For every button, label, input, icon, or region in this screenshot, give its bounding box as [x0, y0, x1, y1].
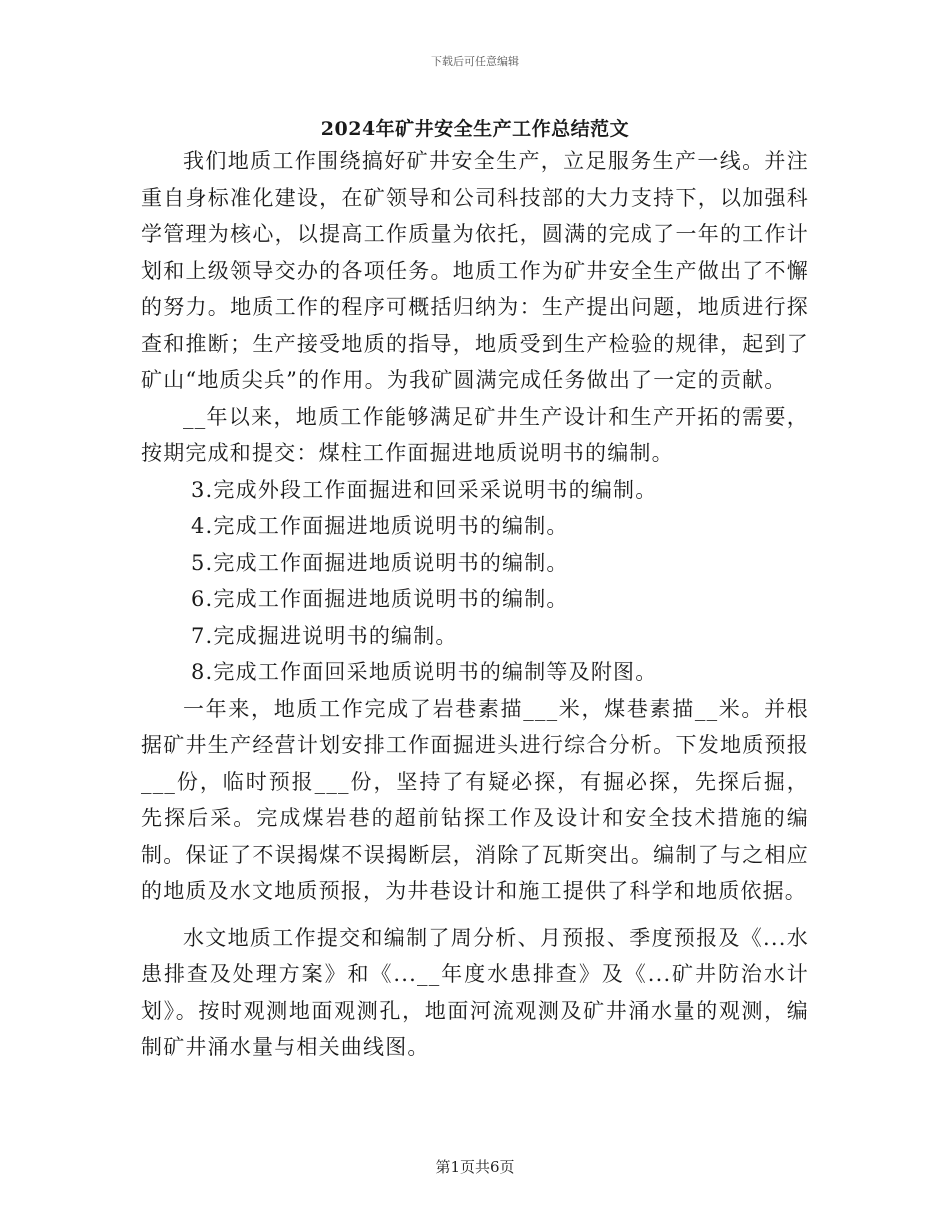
- list-item: 4.完成工作面掘进地质说明书的编制。: [191, 514, 569, 538]
- document-body: [141, 143, 809, 1066]
- list-item: 7.完成掘进说明书的编制。: [191, 623, 458, 648]
- body-paragraph: __年以来，地质工作能够满足矿井生产设计和生产开拓的需要，按期完成和提交：煤柱工作面掘进地质说明书的编制。: [141, 404, 809, 465]
- body-paragraph: 水文地质工作提交和编制了周分析、月预报、季度预报及《...水患排查及处理方案》和《...__年度水患排查》及《...矿井防治水计划》。按时观测地面观测孔，地面河流观测及矿井涌水量的观测，编制矿井涌水量与相关曲线图。: [141, 925, 809, 1059]
- document-title: 2024年矿井安全生产工作总结范文: [320, 118, 630, 140]
- paragraph-gap: [141, 910, 809, 920]
- body-paragraph: 我们地质工作围绕搞好矿井安全生产，立足服务生产一线。并注重自身标准化建设，在矿领导和公司科技部的大力支持下，以加强科学管理为核心，以提高工作质量为依托，圆满的完成了一年的工作计划和上级领导交办的各项任务。地质工作为矿井安全生产做出了不懈的努力。地质工作的程序可概括归纳为：生产提出问题，地质进行探查和推断；生产接受地质的指导，地质受到生产检验的规律，起到了矿山“地质尖兵”的作用。为我矿圆满完成任务做出了一定的贡献。: [141, 149, 809, 392]
- list-item: 5.完成工作面掘进地质说明书的编制。: [191, 550, 569, 575]
- list-item: 6.完成工作面掘进地质说明书的编制。: [191, 587, 569, 611]
- list-item: 8.完成工作面回采地质说明书的编制等及附图。: [191, 660, 658, 684]
- body-paragraph: 一年来，地质工作完成了岩巷素描___米，煤巷素描__米。并根据矿井生产经营计划安排工作面掘进头进行综合分析。下发地质预报___份，临时预报___份，坚持了有疑必探，有掘必探，先探后掘，先探后采。完成煤岩巷的超前钻探工作及设计和安全技术措施的编制。保证了不误揭煤不误揭断层，消除了瓦斯突出。编制了与之相应的地质及水文地质预报，为井巷设计和施工提供了科学和地质依据。: [141, 696, 809, 903]
- header-note: 下载后可任意编辑: [431, 55, 519, 68]
- list-item: 3.完成外段工作面掘进和回采采说明书的编制。: [191, 477, 658, 502]
- page-number-footer: 第1页共6页: [435, 1158, 515, 1176]
